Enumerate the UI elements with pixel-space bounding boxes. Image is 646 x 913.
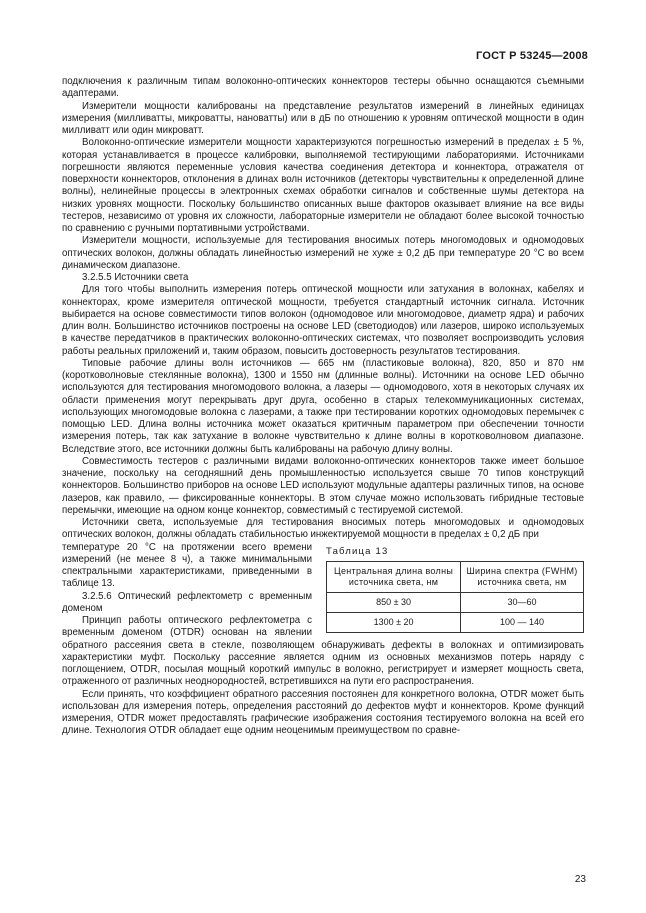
table-cell: 1300 ± 20 — [327, 612, 461, 632]
paragraph: Если принять, что коэффициент обратного рассеяния постоянен для конкретного волокна, OTDR может быть использован для измерения потерь, определения расстояний до дефектов муфт и коннекторов. Кроме функций измерения, OTDR может предоставлять графические изображения состояния тестируемого волокна на всей его длине. Технология OTDR обладает еще одним неоценимым преимуществом по сравне- — [62, 688, 584, 737]
paragraph: Принцип работы оптического рефлектометра с временным доменом (OTDR) основан на явлении обратного рассеяния света в стекле, позволяющем обнаруживать дефекты в волокнах и оптимизировать характеристики муфт. Поскольку рассеяние является одним из основных механизмов потерь наряду с поглощением, OTDR, посылая мощный короткий импульс в волокно, регистрирует и измеряет мощность света, отраженного от различных неоднородностей, встретившихся на пути его распространения. — [62, 615, 584, 688]
paragraph: Измерители мощности калиброваны на представление результатов измерений в линейных единицах измерения (милливатты, микроватты, нановатты) или в дБ по отношению к уровням оптической мощности в один милливатт или один микроватт. — [62, 100, 584, 136]
paragraph: Источники света, используемые для тестирования вносимых потерь многомодовых и одномодовых оптических волокон, должны обладать стабильностью инжектируемой мощности в пределах ± 0,2 дБ при — [62, 517, 584, 541]
table-header-cell: Центральная длина волны источника света, нм — [327, 561, 461, 592]
table-cell: 30—60 — [461, 592, 584, 612]
paragraph: температуре 20 °С на протяжении всего времени измерений (не менее 8 ч), а также минимальными спектральными характеристиками, приведенными в таблице 13. — [62, 541, 312, 590]
paragraph: Типовые рабочие длины волн источников — 665 нм (пластиковые волокна), 820, 850 и 870 нм (коротковолновые стеклянные волокна), 1300 и 1550 нм (длинные волны). Источники на основе LED обычно используются для тестирования многомодового волокна, а лазеры — одномодового, хотя в некоторых случаях их области применения могут перекрывать друг друга, особенно в старых телекоммуникационных системах, использующих многомодовые волокна с лазерами, а также при тестировании коротких одномодовых перемычек с помощью LED. Длина волны источника может оказаться критичным параметром при обеспечении точности измерения потерь, так как затухание в волокне чувствительно к длине волны в коротковолновом диапазоне. Вследствие этого, все источники должны быть калиброваны на рабочую длину волны. — [62, 357, 584, 455]
page-number: 23 — [574, 874, 586, 885]
table-caption: Таблица 13 — [326, 545, 389, 557]
section-heading-otdr: 3.2.5.6 Оптический рефлектометр с временным доменом — [62, 590, 312, 614]
table-row — [327, 592, 584, 612]
paragraph: Измерители мощности, используемые для тестирования вносимых потерь многомодовых и одномодовых оптических волокон, должны обладать линейностью измерений не хуже ± 0,2 дБ при температуре 20 °С во всем динамическом диапазоне. — [62, 235, 584, 271]
table-header-cell: Ширина спектра (FWHM) источника света, нм — [461, 561, 584, 592]
standard-header: ГОСТ Р 53245—2008 — [476, 50, 588, 62]
table-13 — [326, 561, 584, 633]
table-cell: 850 ± 30 — [327, 592, 461, 612]
page-content — [62, 76, 584, 738]
paragraph: Для того чтобы выполнить измерения потерь оптической мощности или затухания в волокнах, кабелях и коннекторах, кроме измерителя оптической мощности, требуется стандартный источник сигнала. Источник выбирается на основе совместимости типов волокон (одномодовое или многомодовое, диаметр ядра) и рабочих длин волн. Большинство источников построены на основе LED (светодиодов) или лазеров, широко используемых в качестве передатчиков в практических волоконно-оптических системах, что позволяет воспроизводить условия работы реальных приложений и, таким образом, повысить достоверность результатов тестирования. — [62, 284, 584, 357]
paragraph: подключения к различным типам волоконно-оптических коннекторов тестеры обычно оснащаются съемными адаптерами. — [62, 76, 584, 100]
table-cell: 100 — 140 — [461, 612, 584, 632]
table-13-block — [326, 546, 584, 633]
table-row — [327, 612, 584, 632]
section-heading-light-sources: 3.2.5.5 Источники света — [82, 272, 189, 283]
paragraph: Совместимость тестеров с различными видами волоконно-оптических коннекторов также имеет большое значение, поскольку на сегодняшний день промышленностью используется свыше 70 типов конструкций коннекторов. Большинство приборов на основе LED используют модульные адаптеры различных типов, на основе лазеров, как правило, — фиксированные коннекторы. В этом случае можно использовать гибридные тестовые перемычки, имеющие на одном конце коннектор, совместимый с тестируемой системой. — [62, 455, 584, 516]
paragraph: Волоконно-оптические измерители мощности характеризуются погрешностью измерений в пределах ± 5 %, которая устанавливается в процессе калибровки, выполняемой тестирующими лабораториями. Источниками погрешности являются переменные условия качества соединения детектора и коннектора, отражателя от поверхности коннекторов, отклонения в длинах волн источников (детекторы чувствительны к определенной длине волны), нелинейные процессы в электронных схемах обработки сигналов и собственные шумы детектора на низких уровнях мощности. Поскольку большинство описанных выше факторов оказывает влияние на все виды тестеров, независимо от уровня их сложности, лабораторные измерители не обладают более высокой точностью по сравнению с ручными портативными устройствами. — [62, 137, 584, 234]
